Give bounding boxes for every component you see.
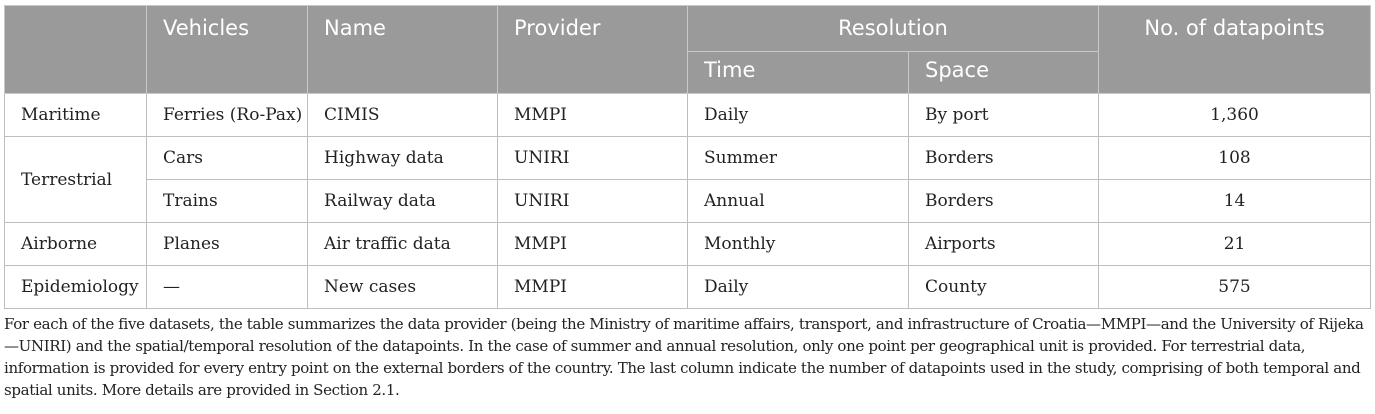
table-row	[5, 266, 1371, 309]
name-cell: Highway data	[308, 137, 498, 180]
datapoints-cell: 575	[1099, 266, 1371, 309]
time-cell: Summer	[688, 137, 909, 180]
vehicles-cell: Cars	[147, 137, 308, 180]
table-row	[5, 223, 1371, 266]
header-category	[5, 6, 147, 94]
provider-cell: MMPI	[498, 266, 688, 309]
header-datapoints: No. of datapoints	[1099, 6, 1371, 94]
vehicles-cell: Ferries (Ro-Pax)	[147, 94, 308, 137]
datapoints-cell: 14	[1099, 180, 1371, 223]
datapoints-cell: 21	[1099, 223, 1371, 266]
category-cell: Terrestrial	[5, 137, 147, 223]
table-row	[5, 94, 1371, 137]
time-cell: Daily	[688, 94, 909, 137]
category-cell: Epidemiology	[5, 266, 147, 309]
time-cell: Daily	[688, 266, 909, 309]
header-resolution: Resolution	[688, 6, 1099, 52]
table-caption: For each of the five datasets, the table summarizes the data provider (being the Ministry of maritime affairs, transport, and infrastructure of Croatia—MMPI—and the University of Rijeka—UNIRI) and the spatial/temporal resolution of the datapoints. In the case of summer and annual resolution, only one point per geographical unit is provided. For terrestrial data, information is provided for every entry point on the external borders of the country. The last column indicate the number of datapoints used in the study, comprising of both temporal and spatial units. More details are provided in Section 2.1.	[4, 315, 1364, 399]
header-provider: Provider	[498, 6, 688, 94]
space-cell: Borders	[909, 137, 1099, 180]
category-cell: Maritime	[5, 94, 147, 137]
vehicles-cell: Trains	[147, 180, 308, 223]
datapoints-cell: 108	[1099, 137, 1371, 180]
table-row	[5, 180, 1371, 223]
name-cell: New cases	[308, 266, 498, 309]
provider-cell: MMPI	[498, 223, 688, 266]
datasets-table-container	[4, 5, 1370, 309]
header-row-top	[5, 6, 1371, 52]
header-vehicles: Vehicles	[147, 6, 308, 94]
space-cell: Airports	[909, 223, 1099, 266]
name-cell: Air traffic data	[308, 223, 498, 266]
header-time: Time	[688, 52, 909, 94]
vehicles-cell: Planes	[147, 223, 308, 266]
datasets-table	[4, 5, 1371, 309]
space-cell: County	[909, 266, 1099, 309]
category-cell: Airborne	[5, 223, 147, 266]
space-cell: Borders	[909, 180, 1099, 223]
time-cell: Annual	[688, 180, 909, 223]
datapoints-cell: 1,360	[1099, 94, 1371, 137]
name-cell: Railway data	[308, 180, 498, 223]
header-name: Name	[308, 6, 498, 94]
space-cell: By port	[909, 94, 1099, 137]
vehicles-cell: —	[147, 266, 308, 309]
header-space: Space	[909, 52, 1099, 94]
provider-cell: MMPI	[498, 94, 688, 137]
name-cell: CIMIS	[308, 94, 498, 137]
table-row	[5, 137, 1371, 180]
provider-cell: UNIRI	[498, 180, 688, 223]
time-cell: Monthly	[688, 223, 909, 266]
provider-cell: UNIRI	[498, 137, 688, 180]
